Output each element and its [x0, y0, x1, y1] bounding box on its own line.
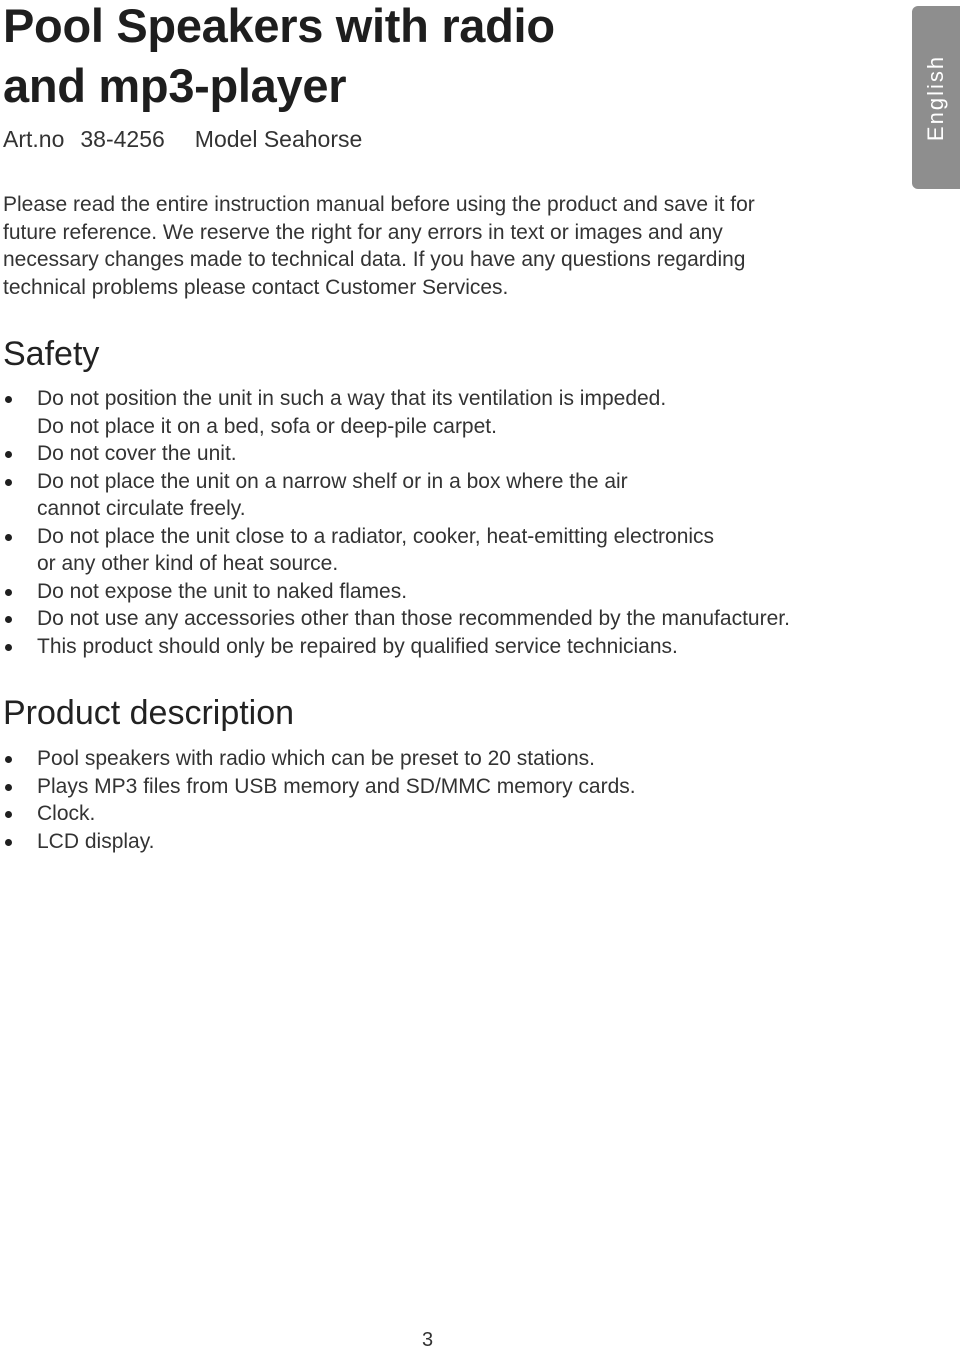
list-item-line: Do not use any accessories other than those recommended by the manufacturer. — [37, 607, 790, 630]
list-item — [0, 440, 900, 468]
art-number: 38-4256 — [80, 126, 165, 152]
page-title — [3, 0, 555, 116]
list-item — [0, 605, 900, 633]
product-description-heading: Product description — [3, 694, 295, 732]
intro-line: necessary changes made to technical data. If you have any questions regarding — [3, 248, 746, 271]
list-item — [0, 633, 900, 661]
safety-heading: Safety — [3, 335, 100, 373]
article-info — [3, 124, 362, 154]
list-item — [0, 578, 900, 606]
model-name: Model Seahorse — [194, 126, 363, 152]
intro-line: Please read the entire instruction manual before using the product and save it for — [3, 193, 755, 216]
list-item — [0, 385, 900, 440]
list-item — [0, 773, 900, 801]
intro-paragraph — [3, 191, 823, 301]
list-item-line: This product should only be repaired by qualified service technicians. — [37, 634, 678, 658]
list-item-line: Do not place it on a bed, sofa or deep-pile carpet. — [37, 414, 497, 438]
list-item — [0, 800, 900, 828]
list-item-line: Plays MP3 files from USB memory and SD/MMC memory cards. — [37, 774, 636, 798]
list-item-line: Do not cover the unit. — [37, 442, 237, 465]
list-item-line: Do not place the unit on a narrow shelf or in a box where the air — [37, 469, 628, 493]
list-item — [0, 745, 900, 773]
language-tab-label: English — [923, 54, 948, 141]
list-item-line: Do not place the unit close to a radiator, cooker, heat-emitting electronics — [37, 524, 715, 548]
list-item-line: Pool speakers with radio which can be preset to 20 stations. — [37, 747, 595, 770]
list-item-line: LCD display. — [37, 829, 155, 853]
list-item-line: Clock. — [37, 802, 96, 825]
list-item-line: cannot circulate freely. — [37, 497, 246, 520]
intro-line: future reference. We reserve the right for any errors in text or images and any — [3, 220, 723, 244]
list-item-line: or any other kind of heat source. — [37, 552, 339, 575]
list-item-line: Do not expose the unit to naked flames. — [37, 579, 408, 603]
list-item — [0, 523, 900, 578]
page-number: 3 — [421, 1329, 434, 1351]
title-line-1: Pool Speakers with radio — [3, 0, 555, 52]
list-item — [0, 828, 900, 856]
language-tab — [912, 6, 960, 189]
list-item-line: Do not position the unit in such a way that its ventilation is impeded. — [37, 387, 667, 410]
intro-line: technical problems please contact Customer Services. — [3, 275, 509, 299]
title-line-2: and mp3-player — [3, 59, 347, 112]
art-label: Art.no — [3, 126, 65, 152]
product-description-list — [0, 745, 900, 855]
list-item — [0, 468, 900, 523]
safety-list — [0, 385, 900, 660]
